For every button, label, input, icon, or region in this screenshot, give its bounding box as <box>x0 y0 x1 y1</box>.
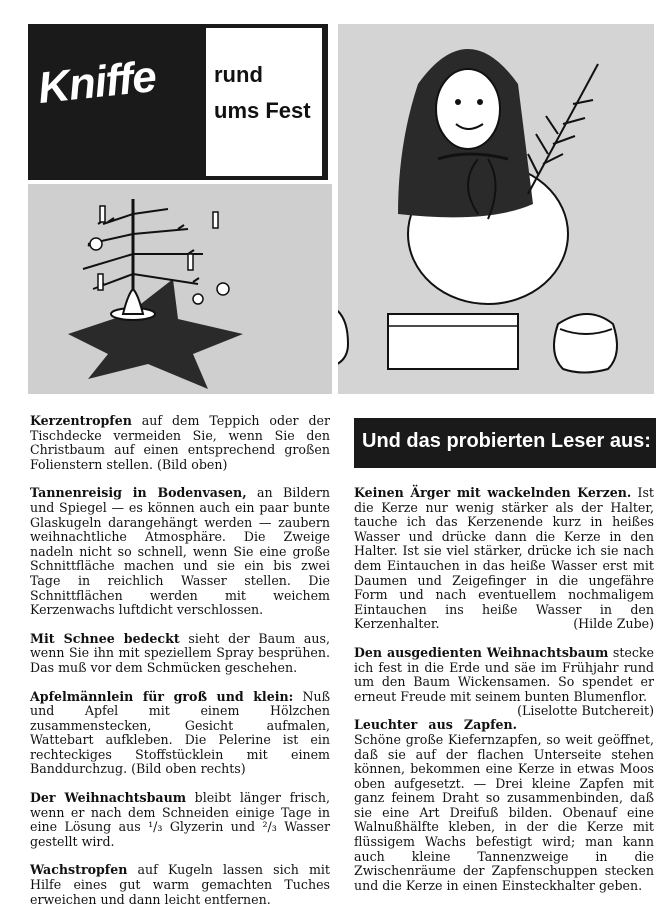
tip-lead: Apfelmännlein für groß und klein: <box>30 688 294 704</box>
author-signature: (Hilde Zube) <box>573 616 654 632</box>
tip-paragraph <box>30 690 330 778</box>
tip-body: sieht der Baum aus, wenn Sie ihn mit speziellem Spray besprühen. Das muß vor dem Schmücken geschehen. <box>30 630 330 675</box>
tip-lead: Tannenreisig in Bodenvasen, <box>30 485 247 501</box>
page-title: Kniffe <box>35 51 159 114</box>
author-signature: (Liselotte Butchereit) <box>517 703 654 719</box>
tip-body: an Bildern und Spiegel — es können auch ein paar bunte Glaskugeln darangehängt werden — zaubern weihnachtliche Atmosphäre. Die Zweige nadeln nicht so schnell, wenn Sie eine große Schnittfläche machen und sie ein bis zwei Tage in reichlich Wasser stellen. Die Schnittflächen werden mit weichem Kerzenwachs luftdicht verschlossen. <box>30 485 330 618</box>
apple-man-drawing <box>338 24 654 394</box>
tip-lead: Keinen Ärger mit wackelnden Kerzen. <box>354 485 632 500</box>
subtitle-line-1: rund <box>214 62 263 87</box>
christmas-tree-illustration <box>28 184 332 394</box>
reader-tip-paragraph <box>354 486 654 632</box>
tip-paragraph <box>30 791 330 849</box>
reader-tip-paragraph <box>354 718 654 893</box>
left-text-column <box>30 414 330 921</box>
tip-lead: Leuchter aus Zapfen. <box>354 717 518 733</box>
tip-body: auf dem Teppich oder der Tischdecke vermeiden Sie, wenn Sie den Christbaum auf einen entsprechend großen Folienstern stellen. (Bild oben) <box>30 413 330 472</box>
tip-lead: Der Weihnachtsbaum <box>30 790 187 806</box>
tip-paragraph <box>30 863 330 907</box>
tip-lead: Den ausgedienten Weihnachtsbaum <box>354 644 609 660</box>
reader-tips-heading: Und das probierten Leser aus: <box>362 430 651 452</box>
right-text-column <box>354 486 654 907</box>
tip-body: stecke ich fest in die Erde und säe im Frühjahr rund um den Baum Wickensamen. So spendet er erneut Freude mit seinem bunten Blumenflor. <box>354 644 654 704</box>
tip-lead: Mit Schnee bedeckt <box>30 630 180 646</box>
tip-body: bleibt länger frisch, wenn er nach dem Schneiden einige Tage in eine Lösung aus ¹/₃ Glyzerin und ²/₃ Wasser gestellt wird. <box>30 790 330 849</box>
tip-paragraph <box>30 486 330 617</box>
tip-paragraph <box>30 414 330 472</box>
tree-on-star-drawing <box>28 184 332 394</box>
tip-body: auf Kugeln lassen sich mit Hilfe eines gut warm gemachten Tuches erweichen und dann leicht entfernen. <box>30 862 330 907</box>
reader-tip-paragraph <box>354 644 654 719</box>
apple-man-illustration <box>338 24 654 394</box>
tip-paragraph <box>30 632 330 676</box>
subtitle-line-2: ums Fest <box>214 98 311 123</box>
tip-body: Nuß und Apfel mit einem Hölzchen zusammenstecken, Gesicht aufmalen, Wattebart aufkleben. Die Pelerine ist ein rechteckiges Stoffstücklein mit einem Banddurchzug. (Bild oben rechts) <box>30 688 331 777</box>
tip-body: Schöne große Kiefernzapfen, so weit geöffnet, daß sie auf der flachen Unterseite stehen können, bekommen eine Kerze in etwas Moos oben aufgesetzt. — Drei kleine Zapfen mit ganz feinem Draht so zusammenbinden, daß sie eine Art Dreifuß bilden. Obenauf eine Walnußhälfte kleben, in der die Kerze mit flüssigem Wachs befestigt wird; man kann auch kleine Tannenzweige in die Zwischenräume der Zapfenschuppen stecken und die Kerze in einen Einsteckhalter geben. <box>354 731 654 893</box>
tip-lead: Kerzentropfen <box>30 413 132 428</box>
tip-body: Ist die Kerze nur wenig stärker als der Halter, tauche ich das Kerzenende kurz in heißes Wasser und drücke dann die Kerze in den Halter. Ist sie viel stärker, drücke ich sie nach dem Eintauchen in das heiße Wasser erst mit Daumen und Zeigefinger in die ungefähre Form und nach eventuellem nochmaligem Eintauchen ins heiße Wasser in den Kerzenhalter. <box>354 485 654 632</box>
tip-lead: Wachstropfen <box>30 862 128 878</box>
